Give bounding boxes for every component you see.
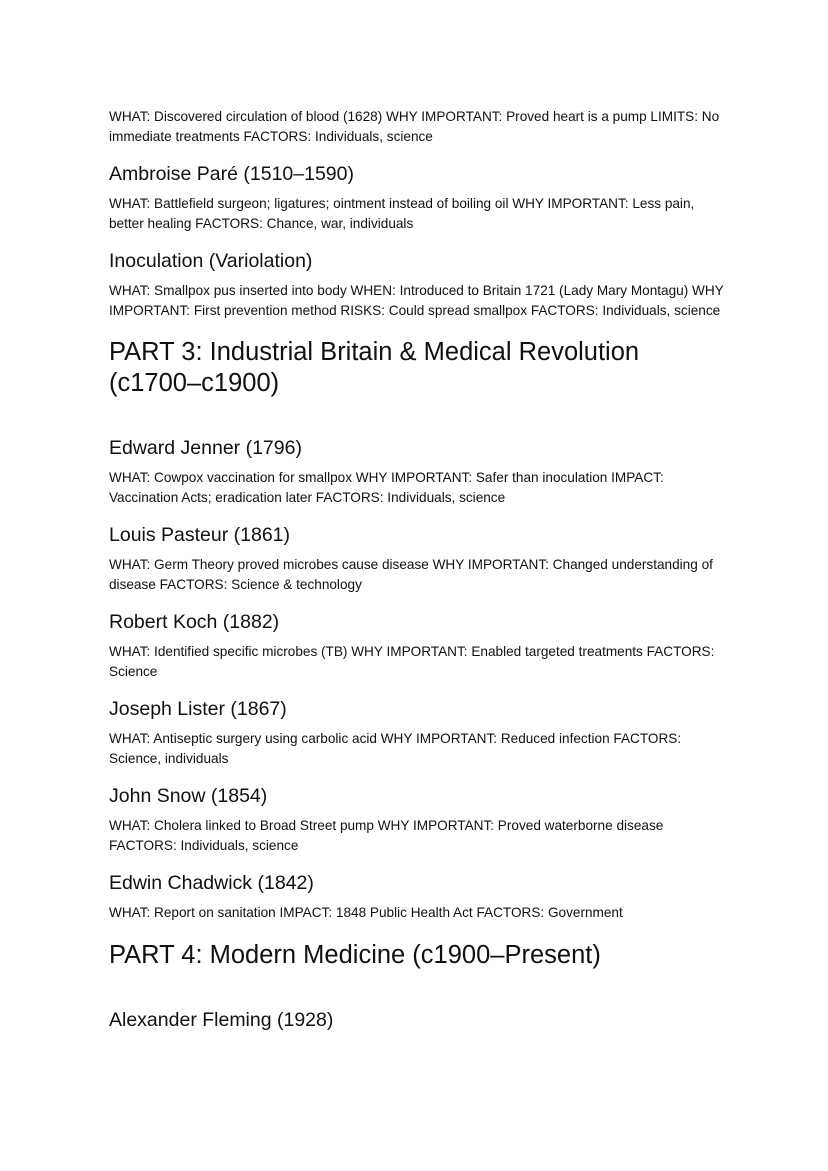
section-text-snow: WHAT: Cholera linked to Broad Street pump WHY IMPORTANT: Proved waterborne disease FACTORS: Individuals, science [109, 818, 664, 853]
section-text-chadwick: WHAT: Report on sanitation IMPACT: 1848 Public Health Act FACTORS: Government [109, 905, 623, 920]
section-text-pare: WHAT: Battlefield surgeon; ligatures; ointment instead of boiling oil WHY IMPORTANT: Less pain, better healing FACTORS: Chance, war, individuals [109, 196, 695, 231]
harvey-paragraph: WHAT: Discovered circulation of blood (1628) WHY IMPORTANT: Proved heart is a pump LIMITS: No immediate treatments FACTORS: Individuals, science [109, 109, 720, 144]
section-heading-fleming: Alexander Fleming (1928) [109, 1009, 334, 1031]
section-heading-snow: John Snow (1854) [109, 785, 268, 807]
section-text-koch: WHAT: Identified specific microbes (TB) WHY IMPORTANT: Enabled targeted treatments FACTORS: Science [109, 644, 715, 679]
section-text-inoculation: WHAT: Smallpox pus inserted into body WHEN: Introduced to Britain 1721 (Lady Mary Montagu) WHY IMPORTANT: First prevention method RISKS: Could spread smallpox FACTORS: Individuals, science [109, 283, 724, 318]
section-text-lister: WHAT: Antiseptic surgery using carbolic acid WHY IMPORTANT: Reduced infection FACTORS: Science, individuals [109, 731, 682, 766]
section-heading-pasteur: Louis Pasteur (1861) [109, 524, 291, 546]
section-text-jenner: WHAT: Cowpox vaccination for smallpox WHY IMPORTANT: Safer than inoculation IMPACT: Vaccination Acts; eradication later FACTORS: Individuals, science [109, 470, 664, 505]
section-heading-lister: Joseph Lister (1867) [109, 698, 287, 720]
part3-heading: PART 3: Industrial Britain & Medical Revolution (c1700–c1900) [109, 338, 640, 397]
section-heading-inoculation: Inoculation (Variolation) [109, 250, 313, 272]
section-heading-chadwick: Edwin Chadwick (1842) [109, 872, 314, 894]
section-heading-jenner: Edward Jenner (1796) [109, 437, 302, 459]
section-heading-pare: Ambroise Paré (1510–1590) [109, 163, 354, 185]
section-heading-koch: Robert Koch (1882) [109, 611, 280, 633]
part4-heading: PART 4: Modern Medicine (c1900–Present) [109, 941, 601, 969]
section-text-pasteur: WHAT: Germ Theory proved microbes cause disease WHY IMPORTANT: Changed understanding of disease FACTORS: Science & technology [109, 557, 713, 592]
